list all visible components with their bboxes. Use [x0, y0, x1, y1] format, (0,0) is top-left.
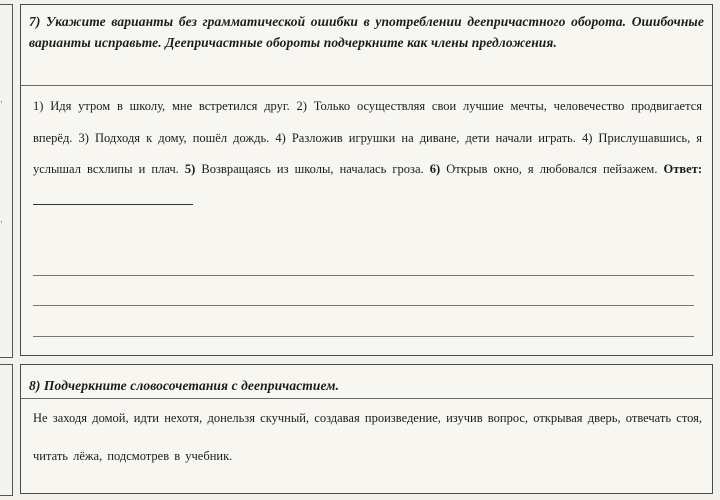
left-margin-box-bottom: [0, 364, 13, 496]
sentence-2: 2) Только осуществляя свои лучшие мечты, человечество продвигается вперёд.: [33, 99, 702, 145]
sentence-1: 1) Идя утром в школу, мне встретился друг.: [33, 99, 290, 113]
task-8-heading: 8) Подчеркните словосочетания с деепричастием.: [29, 378, 340, 393]
sentence-7-number: 6): [429, 162, 441, 176]
sentence-5: 4) Прислушавшись, я услышал всхлипы и плач.: [33, 130, 703, 176]
task-8-phrases: Не заходя домой, идти нехотя, донельзя скучный, создавая произведение, изучив вопрос, открывая дверь, отвечать стоя, читать лёжа, подсмотрев в учебник.: [33, 411, 702, 463]
sentence-7: Открыв окно, я любовался пейзажем.: [446, 162, 658, 176]
answer-line-2[interactable]: [33, 305, 694, 306]
task-7-sentences: [33, 91, 702, 217]
sentence-4: 4) Разложив игрушки на диване, дети начали играть.: [275, 130, 576, 145]
answer-blank[interactable]: [33, 191, 193, 205]
answer-line-1[interactable]: [33, 275, 694, 276]
left-margin-box-top: [0, 4, 13, 358]
margin-mark: ·: [0, 217, 3, 227]
task-7-box: [20, 4, 713, 356]
task-8-box: [20, 364, 713, 494]
sentence-6: Возвращаясь из школы, началась гроза.: [201, 162, 424, 176]
margin-mark: ·: [0, 97, 3, 107]
answer-line-3[interactable]: [33, 336, 694, 337]
sentence-6-number: 5): [184, 162, 196, 176]
answer-label: Ответ:: [663, 162, 703, 176]
sentence-3: 3) Подходя к дому, пошёл дождь.: [78, 130, 270, 145]
left-margin-strip: [0, 0, 14, 500]
task-7-heading: 7) Укажите варианты без грамматической ошибки в употреблении деепричастного оборота. Ошибочные варианты исправьте. Деепричастные обороты подчеркните как члены предложения.: [29, 14, 704, 50]
task-7-divider: [21, 85, 712, 86]
